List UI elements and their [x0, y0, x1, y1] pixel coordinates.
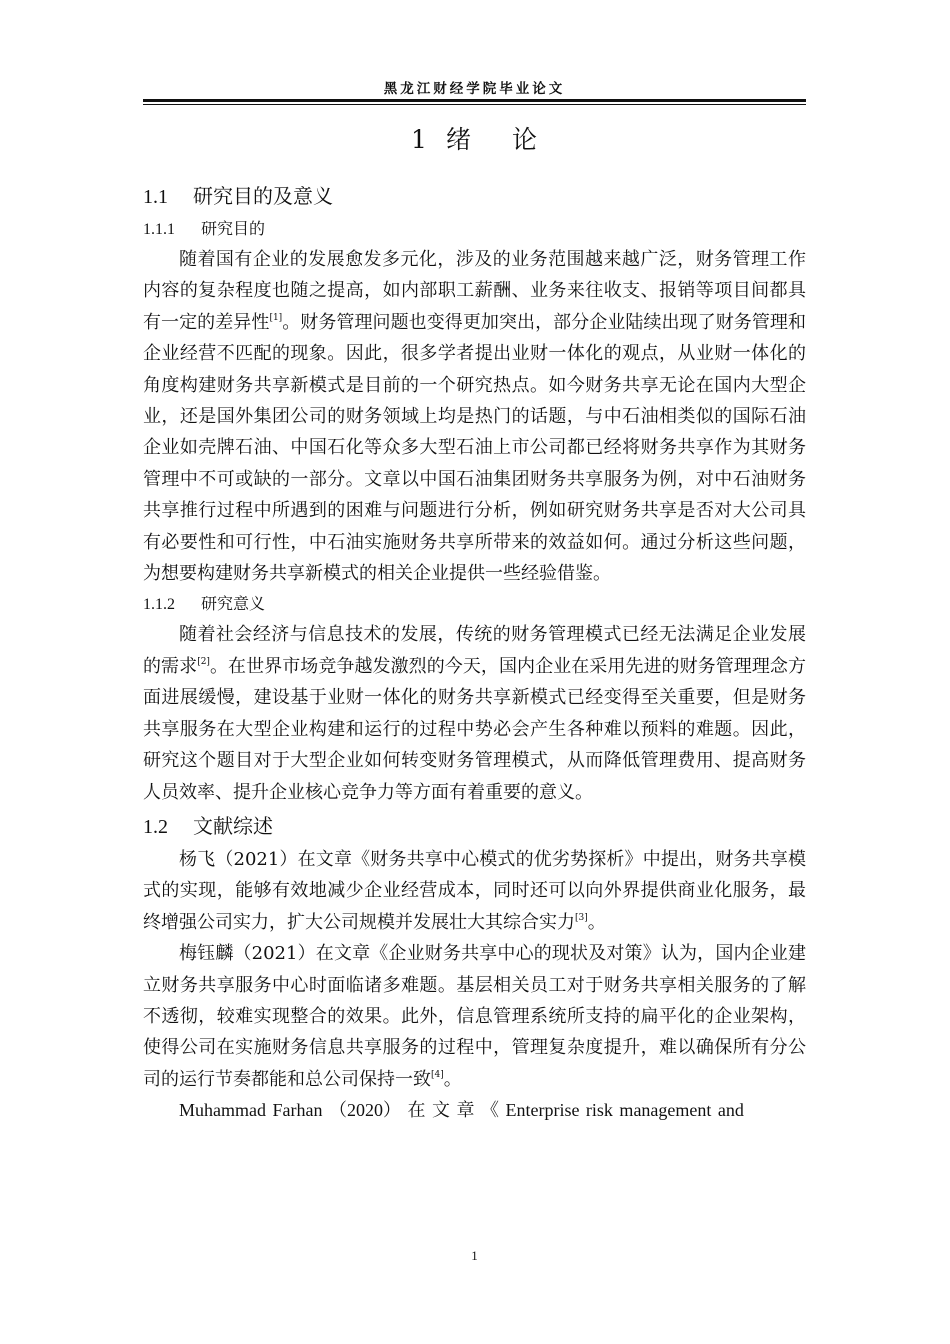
section-title: 研究目的及意义 [193, 184, 333, 208]
running-header: 黑龙江财经学院毕业论文 [383, 81, 566, 97]
chapter-title [143, 122, 806, 158]
paragraph-literature-farhan: Muhammad Farhan （2020） 在 文 章 《 Enterprise risk management and [179, 1100, 744, 1121]
paragraph-text: 。 [443, 1068, 462, 1090]
chapter-title-part2: 论 [511, 125, 538, 154]
paragraph-text: 。 [587, 911, 606, 933]
chapter-title-part1: 绪 [445, 125, 472, 154]
section-title: 文献综述 [193, 813, 273, 838]
section-heading-1-2 [143, 808, 806, 844]
section-number: 1.2 [143, 815, 168, 838]
section-heading-1-1 [143, 178, 806, 214]
citation-ref: [1] [269, 312, 283, 323]
paragraph-research-significance [143, 619, 806, 807]
paragraph-text: 。在世界市场竞争越发激烈的今天，国内企业在采用先进的财务管理理念方面进展缓慢，建设基于业财一体化的财务共享新模式已经变得至关重要，但是财务共享服务在大型企业构建和运行的过程中势必会产生各种难以预料的难题。因此，研究这个题目对于大型企业如何转变财务管理模式，从而降低管理费用、提高财务人员效率、提升企业核心竞争力等方面有着重要的意义。 [143, 655, 806, 803]
body-content [143, 178, 806, 1127]
chapter-number: 1 [411, 125, 428, 154]
page-number: 1 [471, 1248, 478, 1263]
subsection-heading-1-1-2 [143, 589, 806, 619]
paragraph-text: 随着社会经济与信息技术的发展，传统的财务管理模式已经无法满足企业发展的需求 [143, 624, 806, 677]
paragraph-literature-yang [143, 844, 806, 938]
subsection-title: 研究目的 [201, 219, 266, 238]
section-number: 1.1 [143, 186, 168, 208]
subsection-heading-1-1-1 [143, 214, 806, 244]
paragraph-text: 梅钰麟（2021）在文章《企业财务共享中心的现状及对策》认为，国内企业建立财务共享服务中心时面临诸多难题。基层相关员工对于财务共享相关服务的了解不透彻，较难实现整合的效果。此外，信息管理系统所支持的扁平化的企业架构，使得公司在实施财务信息共享服务的过程中，管理复杂度提升，难以确保所有分公司的运行节奏都能和总公司保持一致 [143, 943, 806, 1090]
paragraph-literature-mei [143, 938, 806, 1095]
citation-ref: [4] [431, 1069, 444, 1080]
paragraph-research-purpose [143, 244, 806, 589]
citation-ref: [2] [197, 656, 210, 667]
header-rule-thin [143, 104, 806, 105]
subsection-number: 1.1.1 [143, 221, 175, 238]
header-rule-thick [143, 99, 806, 102]
subsection-title: 研究意义 [201, 594, 266, 614]
paragraph-text: 杨飞（2021）在文章《财务共享中心模式的优劣势探析》中提出，财务共享模式的实现，能够有效地减少企业经营成本，同时还可以向外界提供商业化服务，最终增强公司实力，扩大公司规模并发展壮大其综合实力 [143, 848, 806, 933]
paragraph-text: 。财务管理问题也变得更加突出，部分企业陆续出现了财务管理和企业经营不匹配的现象。因此，很多学者提出业财一体化的观点，从业财一体化的角度构建财务共享新模式是目前的一个研究热点。如今财务共享无论在国内大型企业，还是国外集团公司的财务领域上均是热门的话题，与中石油相类似的国际石油企业如壳牌石油、中国石化等众多大型石油上市公司都已经将财务共享作为其财务管理中不可或缺的一部分。文章以中国石油集团财务共享服务为例，对中石油财务共享推行过程中所遇到的困难与问题进行分析，例如研究财务共享是否对大公司具有必要性和可行性，中石油实施财务共享所带来的效益如何。通过分析这些问题，为想要构建财务共享新模式的相关企业提供一些经验借鉴。 [143, 311, 806, 585]
subsection-number: 1.1.2 [143, 596, 175, 614]
citation-ref: [3] [575, 912, 588, 923]
paragraph-text: 随着国有企业的发展愈发多元化，涉及的业务范围越来越广泛，财务管理工作内容的复杂程度也随之提高，如内部职工薪酬、业务来往收支、报销等项目间都具有一定的差异性 [143, 249, 806, 333]
